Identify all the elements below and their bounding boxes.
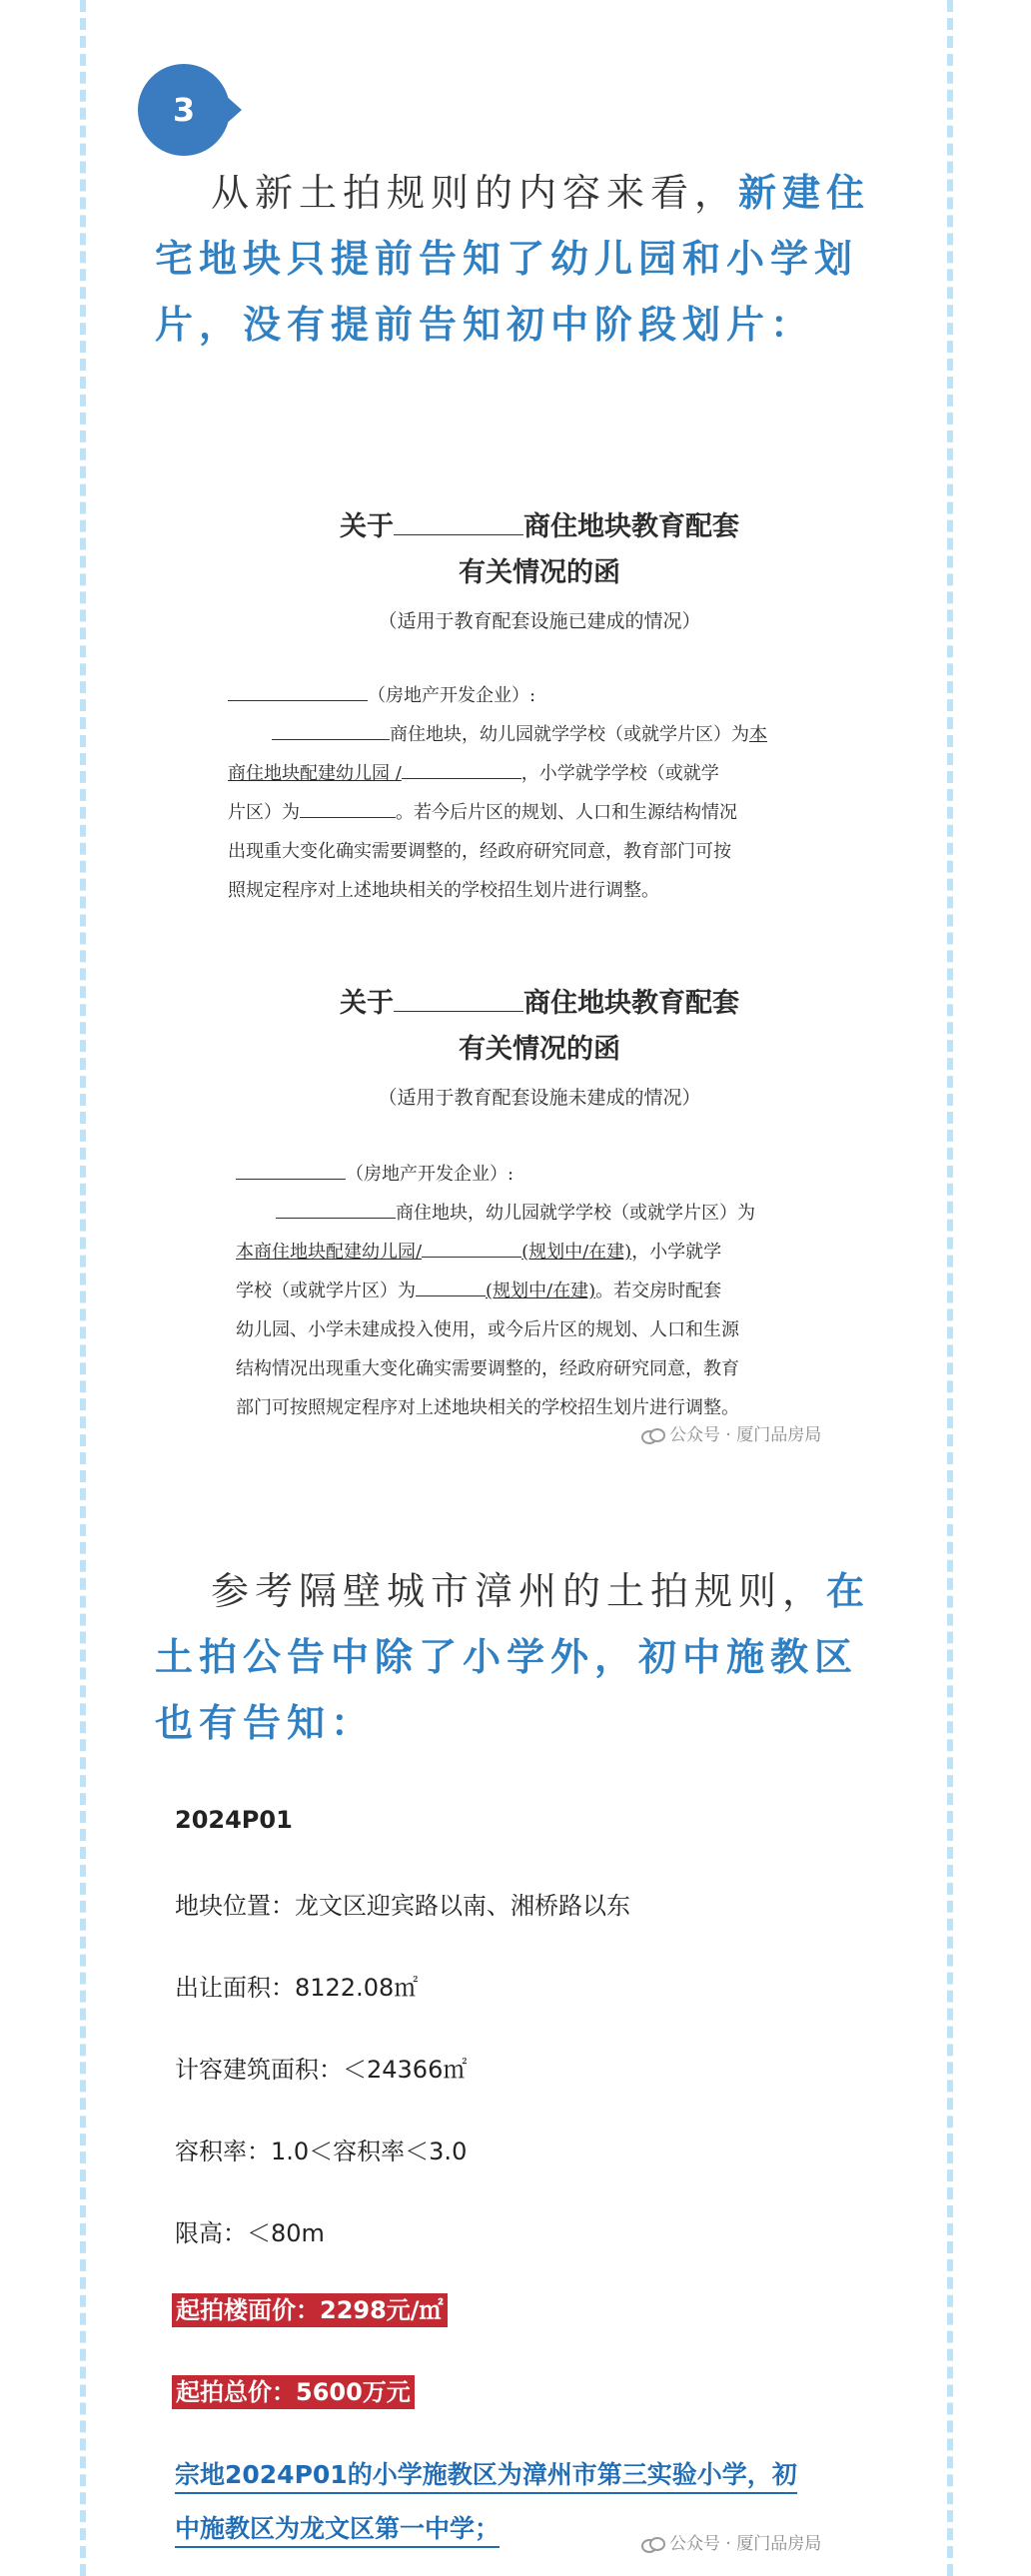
letter2-line6: 部门可按照规定程序对上述地块相关的学校招生划片进行调整。	[236, 1397, 739, 1418]
watermark-2: 公众号 · 厦门品房局	[641, 2529, 821, 2554]
letter1-line2: 商住地块配建幼儿园 / ，小学就学学校（或就学	[228, 763, 719, 784]
section-number-badge	[138, 64, 242, 154]
letter2-line2: 本商住地块配建幼儿园/ (规划中/在建)，小学就学	[236, 1242, 722, 1263]
letter1-line3: 片区）为 。若今后片区的规划、人口和生源结构情况	[228, 802, 737, 823]
parcel-height: 限高：＜80m	[175, 2219, 325, 2247]
compare-paragraph	[155, 1558, 884, 1756]
letter2-line1: 商住地块，幼儿园就学学校（或就学片区）为	[276, 1194, 869, 1233]
wechat-icon	[641, 1428, 663, 1443]
left-dashed-border	[80, 0, 86, 2576]
letter1-title: 关于 商住地块教育配套	[340, 511, 739, 542]
parcel-far: 容积率：1.0＜容积率＜3.0	[175, 2138, 468, 2165]
letter1-line4: 出现重大变化确实需要调整的，经政府研究同意，教育部门可按	[228, 841, 731, 862]
total-price-highlight: 起拍总价：5600万元	[172, 2375, 415, 2409]
letter-built-facilities	[210, 504, 869, 910]
letter2-title-line2: 有关情况的函	[459, 1034, 620, 1065]
wechat-icon	[641, 2537, 663, 2552]
letter2-salutation: （房地产开发企业）:	[236, 1155, 869, 1194]
letter2-title: 关于 商住地块教育配套	[340, 988, 739, 1019]
school-district-text: 宗地2024P01的小学施教区为漳州市第三实验小学，初 中施教区为龙文区第一中学；	[175, 2448, 884, 2556]
letter2-subtitle: （适用于教育配套设施未建成的情况）	[378, 1087, 701, 1109]
right-dashed-border	[947, 0, 953, 2576]
badge-pointer-icon	[224, 94, 242, 126]
compare-plain-text: 参考隔壁城市漳州的土拍规则，	[211, 1569, 827, 1613]
parcel-area: 出让面积：8122.08㎡	[175, 1974, 419, 2002]
intro-highlight-text: 新建住宅地块只提前告知了幼儿园和小学划片，没有提前告知初中阶段划片：	[155, 171, 871, 347]
letter2-line4: 幼儿园、小学未建成投入使用，或今后片区的规划、人口和生源	[236, 1319, 739, 1340]
letter1-title-line2: 有关情况的函	[459, 557, 620, 588]
letter1-salutation: （房地产开发企业）:	[228, 676, 869, 715]
watermark-1: 公众号 · 厦门品房局	[641, 1420, 821, 1445]
letter2-line3: 学校（或就学片区）为 (规划中/在建)。若交房时配套	[236, 1281, 722, 1301]
intro-paragraph	[155, 160, 884, 358]
letter1-line5: 照规定程序对上述地块相关的学校招生划片进行调整。	[228, 880, 659, 901]
parcel-location: 地块位置：龙文区迎宾路以南、湘桥路以东	[175, 1892, 630, 1920]
letter1-line1: 商住地块，幼儿园就学学校（或就学片区）为本	[272, 715, 869, 754]
intro-plain-text: 从新土拍规则的内容来看，	[211, 171, 739, 215]
letter2-line5: 结构情况出现重大变化确实需要调整的，经政府研究同意，教育	[236, 1358, 739, 1379]
floor-price-highlight: 起拍楼面价：2298元/㎡	[172, 2293, 448, 2327]
letter1-subtitle: （适用于教育配套设施已建成的情况）	[378, 610, 701, 632]
parcel-gfa: 计容建筑面积：＜24366㎡	[175, 2056, 468, 2084]
section-number: 3	[138, 64, 230, 156]
compare-highlight-text: 在土拍公告中除了小学外，初中施教区也有告知：	[155, 1569, 871, 1745]
letter-unbuilt-facilities	[210, 981, 869, 1427]
parcel-code: 2024P01	[175, 1806, 293, 1834]
